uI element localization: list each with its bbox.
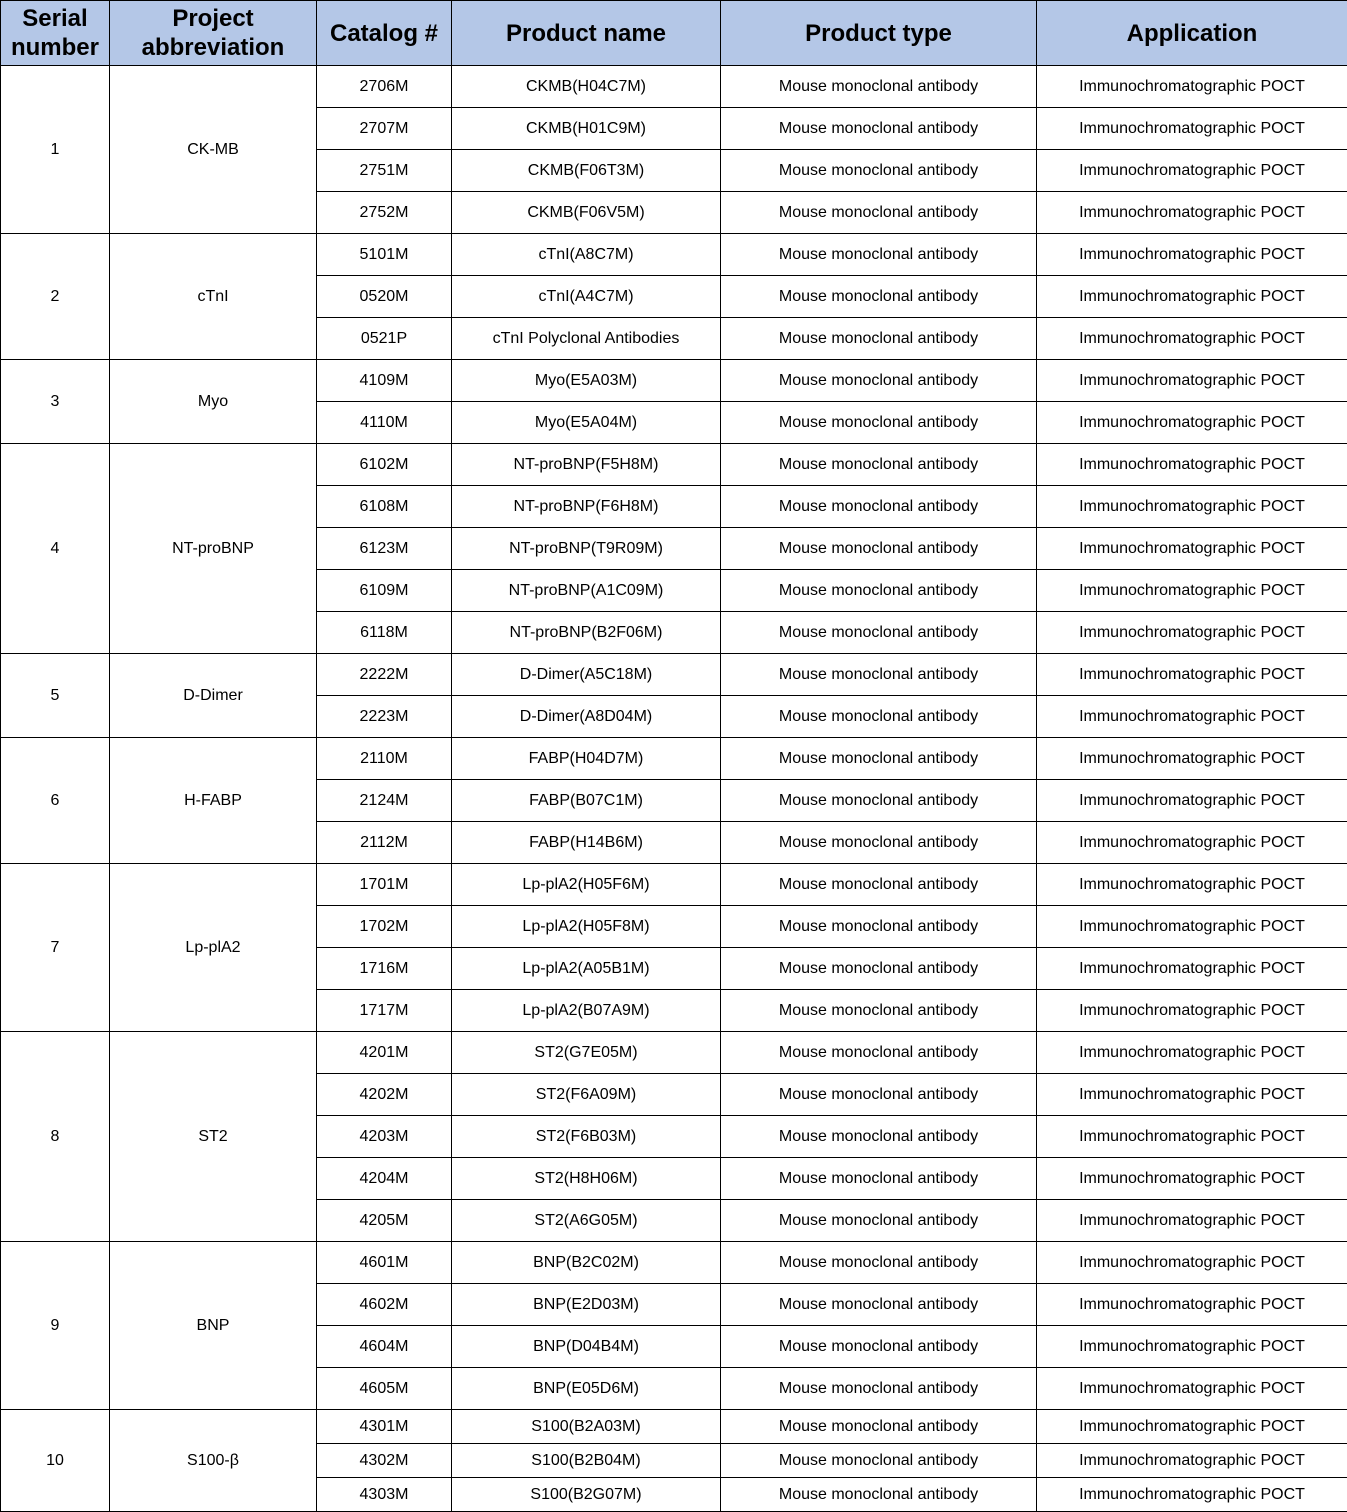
- product-name-cell: BNP(E05D6M): [452, 1368, 721, 1410]
- product-name-cell: D-Dimer(A5C18M): [452, 654, 721, 696]
- application-cell: Immunochromatographic POCT: [1037, 1158, 1347, 1200]
- catalog-number-cell: 6123M: [317, 528, 452, 570]
- product-type-cell: Mouse monoclonal antibody: [721, 948, 1037, 990]
- product-name-cell: NT-proBNP(B2F06M): [452, 612, 721, 654]
- catalog-number-cell: 4604M: [317, 1326, 452, 1368]
- serial-number-cell: 6: [1, 738, 110, 864]
- product-type-cell: Mouse monoclonal antibody: [721, 612, 1037, 654]
- product-type-cell: Mouse monoclonal antibody: [721, 1200, 1037, 1242]
- project-abbreviation-cell: cTnI: [110, 234, 317, 360]
- catalog-number-cell: 2751M: [317, 150, 452, 192]
- serial-number-cell: 3: [1, 360, 110, 444]
- application-cell: Immunochromatographic POCT: [1037, 654, 1347, 696]
- product-type-cell: Mouse monoclonal antibody: [721, 906, 1037, 948]
- application-cell: Immunochromatographic POCT: [1037, 612, 1347, 654]
- product-name-cell: NT-proBNP(F6H8M): [452, 486, 721, 528]
- catalog-number-cell: 1701M: [317, 864, 452, 906]
- table-row: [1, 234, 1347, 276]
- application-cell: Immunochromatographic POCT: [1037, 1410, 1347, 1444]
- application-cell: Immunochromatographic POCT: [1037, 780, 1347, 822]
- header-product-name: Product name: [452, 1, 721, 66]
- catalog-number-cell: 6118M: [317, 612, 452, 654]
- application-cell: Immunochromatographic POCT: [1037, 1242, 1347, 1284]
- application-cell: Immunochromatographic POCT: [1037, 1200, 1347, 1242]
- product-name-cell: CKMB(F06T3M): [452, 150, 721, 192]
- application-cell: Immunochromatographic POCT: [1037, 402, 1347, 444]
- application-cell: Immunochromatographic POCT: [1037, 192, 1347, 234]
- product-type-cell: Mouse monoclonal antibody: [721, 654, 1037, 696]
- catalog-number-cell: 1717M: [317, 990, 452, 1032]
- catalog-number-cell: 4202M: [317, 1074, 452, 1116]
- catalog-number-cell: 0520M: [317, 276, 452, 318]
- product-type-cell: Mouse monoclonal antibody: [721, 864, 1037, 906]
- product-type-cell: Mouse monoclonal antibody: [721, 780, 1037, 822]
- product-name-cell: BNP(D04B4M): [452, 1326, 721, 1368]
- header-serial-number: Serial number: [1, 1, 110, 66]
- product-name-cell: S100(B2A03M): [452, 1410, 721, 1444]
- serial-number-cell: 7: [1, 864, 110, 1032]
- application-cell: Immunochromatographic POCT: [1037, 150, 1347, 192]
- catalog-number-cell: 2124M: [317, 780, 452, 822]
- application-cell: Immunochromatographic POCT: [1037, 1116, 1347, 1158]
- product-type-cell: Mouse monoclonal antibody: [721, 360, 1037, 402]
- table-row: [1, 654, 1347, 696]
- catalog-number-cell: 0521P: [317, 318, 452, 360]
- application-cell: Immunochromatographic POCT: [1037, 948, 1347, 990]
- table-row: [1, 1410, 1347, 1444]
- header-row: [1, 1, 1347, 66]
- product-name-cell: S100(B2G07M): [452, 1478, 721, 1512]
- application-cell: Immunochromatographic POCT: [1037, 486, 1347, 528]
- product-type-cell: Mouse monoclonal antibody: [721, 822, 1037, 864]
- catalog-number-cell: 2112M: [317, 822, 452, 864]
- project-abbreviation-cell: Lp-plA2: [110, 864, 317, 1032]
- serial-number-cell: 10: [1, 1410, 110, 1512]
- serial-number-cell: 1: [1, 66, 110, 234]
- product-name-cell: ST2(H8H06M): [452, 1158, 721, 1200]
- catalog-number-cell: 4205M: [317, 1200, 452, 1242]
- table-row: [1, 1032, 1347, 1074]
- application-cell: Immunochromatographic POCT: [1037, 66, 1347, 108]
- project-abbreviation-cell: Myo: [110, 360, 317, 444]
- application-cell: Immunochromatographic POCT: [1037, 108, 1347, 150]
- product-name-cell: NT-proBNP(T9R09M): [452, 528, 721, 570]
- product-name-cell: Lp-plA2(H05F6M): [452, 864, 721, 906]
- catalog-number-cell: 4204M: [317, 1158, 452, 1200]
- table-row: [1, 444, 1347, 486]
- product-name-cell: cTnI(A8C7M): [452, 234, 721, 276]
- catalog-number-cell: 4605M: [317, 1368, 452, 1410]
- header-project-abbreviation: Project abbreviation: [110, 1, 317, 66]
- application-cell: Immunochromatographic POCT: [1037, 696, 1347, 738]
- product-name-cell: FABP(H14B6M): [452, 822, 721, 864]
- project-abbreviation-cell: S100-β: [110, 1410, 317, 1512]
- product-type-cell: Mouse monoclonal antibody: [721, 402, 1037, 444]
- product-type-cell: Mouse monoclonal antibody: [721, 1032, 1037, 1074]
- catalog-number-cell: 4601M: [317, 1242, 452, 1284]
- application-cell: Immunochromatographic POCT: [1037, 990, 1347, 1032]
- catalog-number-cell: 4110M: [317, 402, 452, 444]
- project-abbreviation-cell: H-FABP: [110, 738, 317, 864]
- product-name-cell: D-Dimer(A8D04M): [452, 696, 721, 738]
- product-name-cell: S100(B2B04M): [452, 1444, 721, 1478]
- serial-number-cell: 8: [1, 1032, 110, 1242]
- product-type-cell: Mouse monoclonal antibody: [721, 444, 1037, 486]
- product-name-cell: ST2(A6G05M): [452, 1200, 721, 1242]
- product-type-cell: Mouse monoclonal antibody: [721, 1284, 1037, 1326]
- product-name-cell: ST2(G7E05M): [452, 1032, 721, 1074]
- product-type-cell: Mouse monoclonal antibody: [721, 1074, 1037, 1116]
- catalog-number-cell: 5101M: [317, 234, 452, 276]
- product-type-cell: Mouse monoclonal antibody: [721, 1444, 1037, 1478]
- project-abbreviation-cell: NT-proBNP: [110, 444, 317, 654]
- catalog-number-cell: 1702M: [317, 906, 452, 948]
- catalog-number-cell: 4203M: [317, 1116, 452, 1158]
- catalog-number-cell: 4301M: [317, 1410, 452, 1444]
- serial-number-cell: 2: [1, 234, 110, 360]
- catalog-number-cell: 4201M: [317, 1032, 452, 1074]
- table-row: [1, 360, 1347, 402]
- project-abbreviation-cell: CK-MB: [110, 66, 317, 234]
- product-name-cell: FABP(H04D7M): [452, 738, 721, 780]
- application-cell: Immunochromatographic POCT: [1037, 822, 1347, 864]
- application-cell: Immunochromatographic POCT: [1037, 1032, 1347, 1074]
- product-type-cell: Mouse monoclonal antibody: [721, 1368, 1037, 1410]
- serial-number-cell: 5: [1, 654, 110, 738]
- product-type-cell: Mouse monoclonal antibody: [721, 192, 1037, 234]
- catalog-number-cell: 2706M: [317, 66, 452, 108]
- product-name-cell: Lp-plA2(B07A9M): [452, 990, 721, 1032]
- application-cell: Immunochromatographic POCT: [1037, 1326, 1347, 1368]
- product-type-cell: Mouse monoclonal antibody: [721, 1116, 1037, 1158]
- application-cell: Immunochromatographic POCT: [1037, 864, 1347, 906]
- product-type-cell: Mouse monoclonal antibody: [721, 108, 1037, 150]
- product-name-cell: FABP(B07C1M): [452, 780, 721, 822]
- application-cell: Immunochromatographic POCT: [1037, 234, 1347, 276]
- catalog-number-cell: 6102M: [317, 444, 452, 486]
- table-row: [1, 66, 1347, 108]
- product-type-cell: Mouse monoclonal antibody: [721, 318, 1037, 360]
- catalog-number-cell: 4602M: [317, 1284, 452, 1326]
- catalog-number-cell: 1716M: [317, 948, 452, 990]
- catalog-number-cell: 2707M: [317, 108, 452, 150]
- header-application: Application: [1037, 1, 1347, 66]
- product-name-cell: BNP(E2D03M): [452, 1284, 721, 1326]
- serial-number-cell: 9: [1, 1242, 110, 1410]
- catalog-number-cell: 2223M: [317, 696, 452, 738]
- product-type-cell: Mouse monoclonal antibody: [721, 150, 1037, 192]
- product-type-cell: Mouse monoclonal antibody: [721, 990, 1037, 1032]
- product-type-cell: Mouse monoclonal antibody: [721, 696, 1037, 738]
- application-cell: Immunochromatographic POCT: [1037, 1368, 1347, 1410]
- product-type-cell: Mouse monoclonal antibody: [721, 570, 1037, 612]
- application-cell: Immunochromatographic POCT: [1037, 1074, 1347, 1116]
- application-cell: Immunochromatographic POCT: [1037, 738, 1347, 780]
- product-type-cell: Mouse monoclonal antibody: [721, 66, 1037, 108]
- table-row: [1, 1242, 1347, 1284]
- product-type-cell: Mouse monoclonal antibody: [721, 486, 1037, 528]
- catalog-number-cell: 2222M: [317, 654, 452, 696]
- project-abbreviation-cell: ST2: [110, 1032, 317, 1242]
- product-name-cell: CKMB(H01C9M): [452, 108, 721, 150]
- product-type-cell: Mouse monoclonal antibody: [721, 1410, 1037, 1444]
- product-name-cell: Lp-plA2(H05F8M): [452, 906, 721, 948]
- product-name-cell: cTnI(A4C7M): [452, 276, 721, 318]
- product-name-cell: NT-proBNP(F5H8M): [452, 444, 721, 486]
- product-name-cell: Lp-plA2(A05B1M): [452, 948, 721, 990]
- table-header: [1, 1, 1347, 66]
- application-cell: Immunochromatographic POCT: [1037, 444, 1347, 486]
- product-type-cell: Mouse monoclonal antibody: [721, 528, 1037, 570]
- product-name-cell: ST2(F6B03M): [452, 1116, 721, 1158]
- product-type-cell: Mouse monoclonal antibody: [721, 276, 1037, 318]
- catalog-number-cell: 4109M: [317, 360, 452, 402]
- table-row: [1, 738, 1347, 780]
- header-catalog-number: Catalog #: [317, 1, 452, 66]
- catalog-number-cell: 6108M: [317, 486, 452, 528]
- product-type-cell: Mouse monoclonal antibody: [721, 234, 1037, 276]
- catalog-number-cell: 2752M: [317, 192, 452, 234]
- application-cell: Immunochromatographic POCT: [1037, 276, 1347, 318]
- product-type-cell: Mouse monoclonal antibody: [721, 1158, 1037, 1200]
- product-type-cell: Mouse monoclonal antibody: [721, 1326, 1037, 1368]
- product-name-cell: Myo(E5A04M): [452, 402, 721, 444]
- product-type-cell: Mouse monoclonal antibody: [721, 738, 1037, 780]
- application-cell: Immunochromatographic POCT: [1037, 570, 1347, 612]
- application-cell: Immunochromatographic POCT: [1037, 1478, 1347, 1512]
- product-name-cell: Myo(E5A03M): [452, 360, 721, 402]
- catalog-number-cell: 4303M: [317, 1478, 452, 1512]
- product-name-cell: cTnI Polyclonal Antibodies: [452, 318, 721, 360]
- catalog-number-cell: 2110M: [317, 738, 452, 780]
- application-cell: Immunochromatographic POCT: [1037, 528, 1347, 570]
- product-type-cell: Mouse monoclonal antibody: [721, 1242, 1037, 1284]
- catalog-number-cell: 6109M: [317, 570, 452, 612]
- catalog-number-cell: 4302M: [317, 1444, 452, 1478]
- header-product-type: Product type: [721, 1, 1037, 66]
- project-abbreviation-cell: BNP: [110, 1242, 317, 1410]
- project-abbreviation-cell: D-Dimer: [110, 654, 317, 738]
- application-cell: Immunochromatographic POCT: [1037, 906, 1347, 948]
- serial-number-cell: 4: [1, 444, 110, 654]
- product-name-cell: NT-proBNP(A1C09M): [452, 570, 721, 612]
- product-name-cell: CKMB(F06V5M): [452, 192, 721, 234]
- product-name-cell: CKMB(H04C7M): [452, 66, 721, 108]
- application-cell: Immunochromatographic POCT: [1037, 318, 1347, 360]
- table-row: [1, 864, 1347, 906]
- table-body: [1, 66, 1347, 1512]
- application-cell: Immunochromatographic POCT: [1037, 1284, 1347, 1326]
- product-type-cell: Mouse monoclonal antibody: [721, 1478, 1037, 1512]
- application-cell: Immunochromatographic POCT: [1037, 360, 1347, 402]
- product-name-cell: ST2(F6A09M): [452, 1074, 721, 1116]
- application-cell: Immunochromatographic POCT: [1037, 1444, 1347, 1478]
- product-name-cell: BNP(B2C02M): [452, 1242, 721, 1284]
